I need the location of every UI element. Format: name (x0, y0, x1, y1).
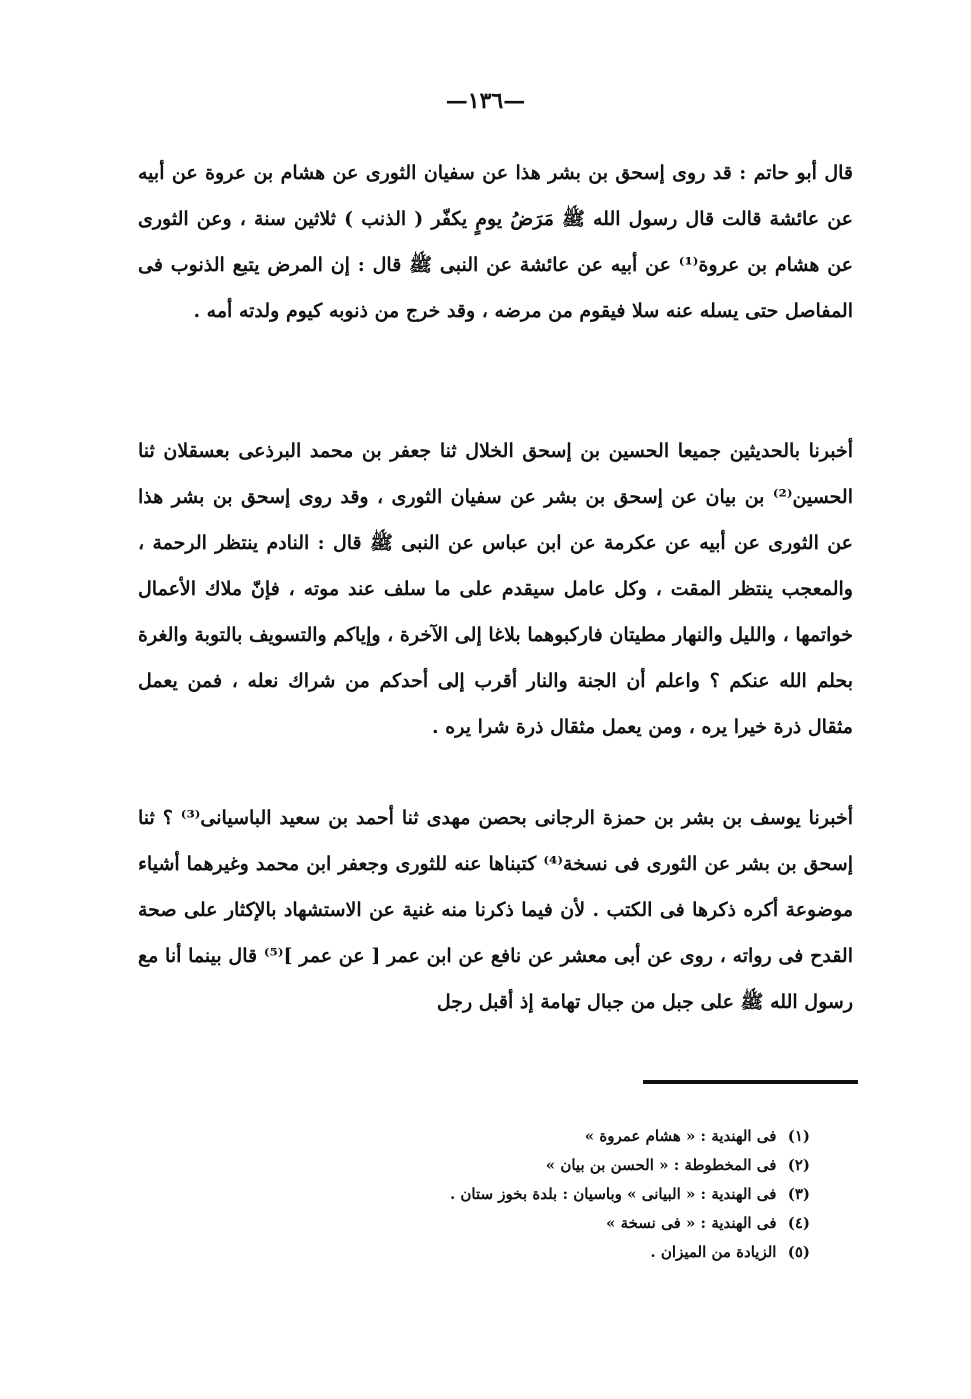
footnote-number: (١) (787, 1127, 810, 1145)
footnote-number: (٥) (787, 1243, 810, 1261)
footnote-1 (300, 1122, 810, 1151)
footnote-2 (300, 1151, 810, 1180)
footnote-number: (٤) (787, 1214, 810, 1232)
footnote-separator-rule (643, 1080, 858, 1084)
footnote-text: فى المخطوطة : « الحسن بن بيان » (545, 1156, 777, 1174)
footnote-number: (٢) (787, 1156, 810, 1174)
footnote-5 (300, 1238, 810, 1267)
footnote-4 (300, 1209, 810, 1238)
footnote-text: فى الهندية : « البيانى » وباسيان : بلدة بخوز ستان . (449, 1185, 777, 1203)
footnote-text: الزيادة من الميزان . (650, 1243, 777, 1261)
paragraph-1: قال أبو حاتم : قد روى إسحق بن بشر هذا عن سفيان الثورى عن هشام بن عروة عن أبيه عن عائشة قالت قال رسول الله ﷺ مَرَضُ يومٍ يكفّر ( الذنب ) ثلاثين سنة ، وعن الثورى عن هشام بن عروة⁽¹⁾ عن أبيه عن عائشة عن النبى ﷺ قال : إن المرض يتبع الذنوب فى المفاصل حتى يسله عنه سلا فيقوم من مرضه ، وقد خرج من ذنوبه كيوم ولدته أمه . (138, 162, 853, 322)
paragraph-2: أخبرنا بالحديثين جميعا الحسين بن إسحق الخلال ثنا جعفر بن محمد البرذعى بعسقلان ثنا الحسين⁽²⁾ بن بيان عن إسحق بن بشر عن سفيان الثورى ، وقد روى إسحق بن بشر هذا عن الثورى عن أبيه عن عكرمة عن ابن عباس عن النبى ﷺ قال : النادم ينتظر الرحمة ، والمعجب ينتظر المقت ، وكل عامل سيقدم على ما سلف عند موته ، فإنّ ملاك الأعمال خواتمها ، والليل والنهار مطيتان فاركبوهما بلاغا إلى الآخرة ، وإياكم والتسويف بالتوبة والغرة بحلم الله عنكم ؟ واعلم أن الجنة والنار أقرب إلى أحدكم من شراك نعله ، فمن يعمل مثقال ذرة خيرا يره ، ومن يعمل مثقال ذرة شرا يره . (138, 440, 853, 738)
footnote-text: فى الهندية : « فى نسخة » (605, 1214, 777, 1232)
page-number: —١٣٦— (445, 88, 526, 114)
footnote-number: (٣) (787, 1185, 810, 1203)
footnote-3 (300, 1180, 810, 1209)
footnote-text: فى الهندية : « هشام عمروة » (584, 1127, 777, 1145)
footnotes-section (300, 1122, 810, 1267)
paragraph-3: أخبرنا يوسف بن بشر بن حمزة الرجانى بحصن مهدى ثنا أحمد بن سعيد الباسيانى⁽³⁾ ؟ ثنا إسحق بن بشر عن الثورى فى نسخة⁽⁴⁾ كتبناها عنه للثورى وجعفر ابن محمد وغيرهما أشياء موضوعة أكره ذكرها فى الكتب . لأن فيما ذكرنا منه غنية عن الاستشهاد بالإكثار على صحة القدح فى رواته ، روى عن أبى معشر عن نافع عن ابن عمر [ عن عمر ]⁽⁵⁾ قال بينما أنا مع رسول الله ﷺ على جبل من جبال تهامة إذ أقبل رجل (138, 807, 854, 1013)
